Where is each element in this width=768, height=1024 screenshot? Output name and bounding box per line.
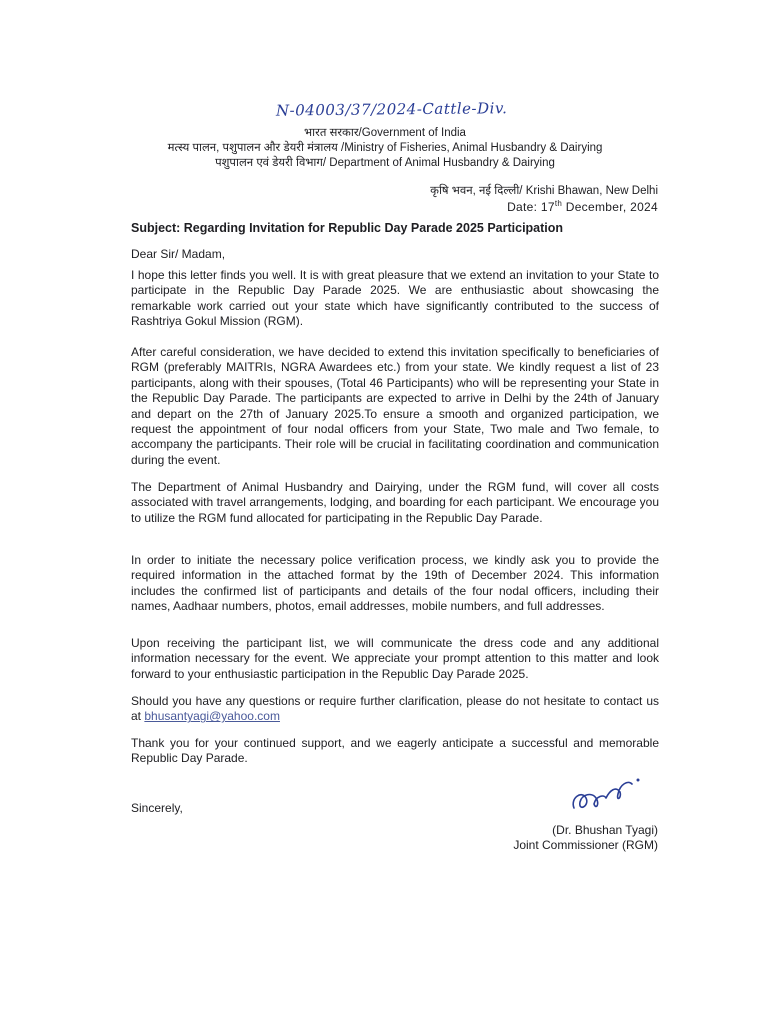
header-government: भारत सरकार/Government of India [304, 127, 466, 139]
salutation: Dear Sir/ Madam, [131, 247, 226, 261]
date-rest: December, 2024 [562, 200, 658, 214]
paragraph-participants: After careful consideration, we have decided to extend this invitation specifically to beneficiaries of RGM (preferably MAITRIs, NGRA Awardees etc.) from your state. We kindly request a list of 23 participants, along with their spouses, (Total 46 Participants) who will be representing your State in the Republic Day Parade. The participants are expected to arrive in Delhi by the 24th of January and depart on the 27th of January 2025.To ensure a smooth and organized participation, we request the appointment of four nodal officers from your State, Two male and Two female, to accompany the participants. Their role will be crucial in facilitating coordination and communication during the event. [131, 345, 659, 467]
paragraph-verification: In order to initiate the necessary police verification process, we kindly ask you to provide the required information in the attached format by the 19th of December 2024. This information includes the confirmed list of participants and details of the four nodal officers, including their names, Aadhaar numbers, photos, email addresses, mobile numbers, and full addresses. [131, 553, 659, 614]
header-ministry: मत्स्य पालन, पशुपालन और डेयरी मंत्रालय /Ministry of Fisheries, Animal Husbandry & Dairying [167, 142, 603, 154]
signature-scribble [566, 768, 646, 816]
contact-email-link[interactable]: bhusantyagi@yahoo.com [144, 709, 280, 724]
paragraph-contact [131, 694, 659, 725]
contact-text: Should you have any questions or require further clarification, please do not hesitate to contact us at [131, 694, 659, 724]
signatory-title: Joint Commissioner (RGM) [513, 838, 658, 852]
paragraph-thanks: Thank you for your continued support, and we eagerly anticipate a successful and memorable Republic Day Parade. [131, 736, 659, 766]
paragraph-intro: I hope this letter finds you well. It is with great pleasure that we extend an invitation to your State to participate in the Republic Day Parade 2025. We are enthusiastic about showcasing the remarkable work carried out your state which have significantly contributed to the success of Rashtriya Gokul Mission (RGM). [131, 268, 659, 329]
letter-date [507, 199, 658, 214]
signatory-name: (Dr. Bhushan Tyagi) [552, 823, 658, 837]
closing: Sincerely, [131, 801, 183, 815]
letter-place: कृषि भवन, नई दिल्ली/ Krishi Bhawan, New Delhi [430, 185, 658, 197]
letter-subject: Subject: Regarding Invitation for Republic Day Parade 2025 Participation [131, 221, 564, 235]
handwritten-reference-number: N-04003/37/2024-Cattle-Div. [275, 99, 508, 120]
date-suffix: th [554, 199, 563, 208]
date-prefix: Date: 17 [507, 200, 555, 214]
paragraph-dress-code: Upon receiving the participant list, we will communicate the dress code and any additional information necessary for the event. We appreciate your prompt attention to this matter and look forward to your enthusiastic participation in the Republic Day Parade 2025. [131, 636, 659, 681]
paragraph-funding: The Department of Animal Husbandry and Dairying, under the RGM fund, will cover all costs associated with travel arrangements, lodging, and boarding for each participant. We encourage you to utilize the RGM fund allocated for participating in the Republic Day Parade. [131, 480, 659, 525]
header-department: पशुपालन एवं डेयरी विभाग/ Department of Animal Husbandry & Dairying [215, 157, 555, 169]
